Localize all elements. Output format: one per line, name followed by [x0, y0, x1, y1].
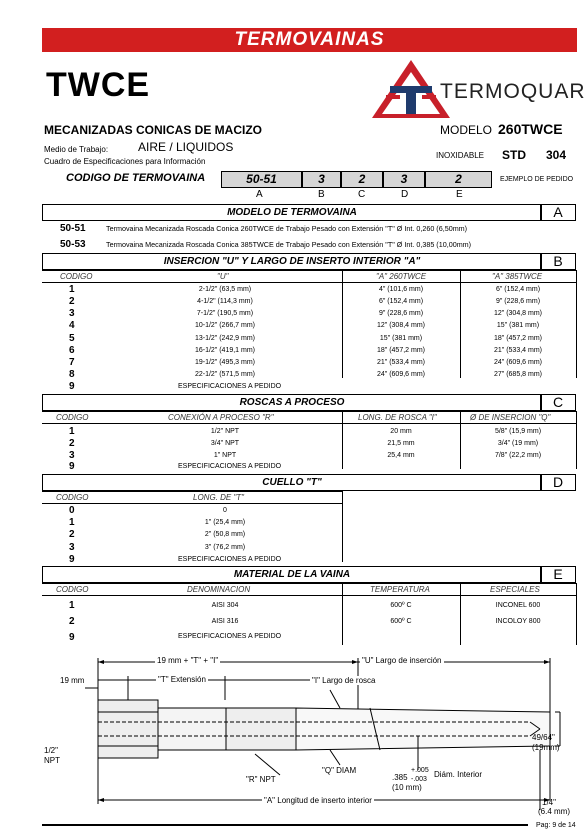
sec-c-code: 3	[69, 450, 75, 461]
sec-b-code: 5	[69, 333, 75, 344]
tip-quarter-label: 1/4"	[542, 798, 556, 807]
dim-a-label: "A" Longitud de inserto interior	[264, 796, 372, 805]
sec-c-h1: CONEXIÓN A PROCESO "R"	[168, 413, 274, 422]
page-banner: TERMOVAINAS	[42, 28, 577, 52]
sec-d-line2	[42, 503, 342, 504]
sec-e-h1: DENOMINACION	[187, 585, 251, 594]
sec-b-line	[42, 270, 577, 271]
sec-c-code: 2	[69, 438, 75, 449]
sec-b-u: 2-1/2" (63,5 mm)	[198, 286, 252, 293]
sec-b-a260: 15" (381 mm)	[379, 335, 423, 342]
section-a-letter: A	[540, 204, 576, 221]
sec-e-code: 2	[69, 616, 75, 627]
sec-b-u: 16-1/2" (419,1 mm)	[194, 347, 256, 354]
section-a-title: MODELO DE TERMOVAINA	[227, 207, 357, 218]
sec-b-u: 22-1/2" (571,5 mm)	[194, 371, 256, 378]
sec-b-h1: "U"	[217, 272, 229, 281]
tip-diam-label: 49/64"	[532, 733, 555, 742]
sec-c-conn: ESPECIFICACIONES A PEDIDO	[178, 463, 282, 470]
sec-b-a385: 9" (228,6 mm)	[495, 298, 541, 305]
sec-d-len: 3" (76,2 mm)	[204, 544, 246, 551]
sec-b-a260: 18" (457,2 mm)	[376, 347, 425, 354]
tip-quarter-mm: (6.4 mm)	[538, 807, 570, 816]
section-e-header	[42, 566, 542, 583]
bore-diam-label: Diám. Interior	[434, 770, 483, 779]
order-code-label: CODIGO DE TERMOVAINA	[66, 172, 206, 184]
sec-e-code: 1	[69, 600, 75, 611]
section-e-title: MATERIAL DE LA VAINA	[233, 569, 351, 580]
sec-b-u: 19-1/2" (495,3 mm)	[194, 359, 256, 366]
sec-b-a385: 21" (533,4 mm)	[493, 347, 542, 354]
sec-d-len: 0	[223, 507, 227, 514]
sec-c-code: 1	[69, 426, 75, 437]
sec-e-temp: 600º C	[390, 618, 412, 625]
sec-e-esp: INCONEL 600	[495, 602, 541, 609]
sec-b-line2	[42, 282, 577, 283]
order-code-d: 3	[383, 171, 425, 188]
npt-label: NPT	[44, 756, 60, 765]
sec-e-h2: TEMPERATURA	[370, 585, 430, 594]
dim-u-label: "U" Largo de inserción	[362, 656, 442, 665]
sec-c-diam: 3/4" (19 mm)	[497, 440, 539, 447]
medio-label: Medio de Trabajo:	[44, 145, 109, 154]
sec-e-mat: AISI 316	[211, 618, 239, 625]
section-d-title: CUELLO "T"	[262, 477, 322, 488]
sec-c-conn: 3/4" NPT	[210, 440, 240, 447]
sec-c-line2	[42, 423, 577, 424]
sec-b-h3: "A" 385TWCE	[492, 272, 543, 281]
sec-d-h0: CODIGO	[56, 493, 89, 502]
bore-tol-plus: +.005	[411, 767, 429, 774]
sec-b-a385: 27" (685,8 mm)	[493, 371, 542, 378]
section-c-letter: C	[540, 394, 576, 411]
sec-b-a385: 15" (381 mm)	[496, 322, 540, 329]
sec-b-a260: 12" (308,4 mm)	[376, 322, 425, 329]
sec-b-code: 3	[69, 308, 75, 319]
sec-e-vline-1	[342, 583, 343, 645]
sec-e-mat: ESPECIFICACIONES A PEDIDO	[178, 633, 282, 640]
sec-d-vline	[342, 491, 343, 562]
sec-d-len: 1" (25,4 mm)	[204, 519, 246, 526]
modelo-label: MODELO	[440, 123, 493, 137]
letter-c: C	[358, 189, 366, 200]
sec-b-u: ESPECIFICACIONES A PEDIDO	[178, 383, 282, 390]
sec-d-code: 1	[69, 517, 75, 528]
sec-e-line2	[42, 595, 577, 596]
sec-b-a260: 4" (101,6 mm)	[378, 286, 424, 293]
sec-d-code: 2	[69, 529, 75, 540]
sec-b-a385: 6" (152,4 mm)	[495, 286, 541, 293]
std-value: 304	[546, 148, 567, 162]
medio-value: AIRE / LIQUIDOS	[138, 140, 234, 154]
inox-label: INOXIDABLE	[436, 151, 485, 160]
sec-c-h0: CODIGO	[56, 413, 89, 422]
sec-c-diam: 5/8" (15,9 mm)	[494, 428, 542, 435]
order-code-e: 2	[425, 171, 492, 188]
order-code-c: 2	[341, 171, 383, 188]
sec-d-code: 3	[69, 542, 75, 553]
sec-b-a260: 6" (152,4 mm)	[378, 298, 424, 305]
sec-b-code: 4	[69, 320, 75, 331]
tip-mm-label: (19mm)	[532, 743, 560, 752]
section-d-letter: D	[540, 474, 576, 491]
sec-d-len: ESPECIFICACIONES A PEDIDO	[178, 556, 282, 563]
sec-e-h0: CODIGO	[56, 585, 89, 594]
sec-b-a385: 24" (609,6 mm)	[493, 359, 542, 366]
sec-b-code: 2	[69, 296, 75, 307]
sec-d-h1: LONG. DE "T"	[193, 493, 245, 502]
std-label: STD	[502, 148, 526, 162]
sec-d-line	[42, 491, 342, 492]
product-title: MECANIZADAS CONICAS DE MACIZO	[44, 123, 262, 137]
sec-b-a385: 18" (457,2 mm)	[493, 335, 542, 342]
sec-c-conn: 1/2" NPT	[210, 428, 240, 435]
section-b-letter: B	[540, 253, 576, 270]
order-code-a: 50-51	[221, 171, 302, 188]
sec-b-a260: 21" (533,4 mm)	[376, 359, 425, 366]
sec-c-len: 21,5 mm	[387, 440, 415, 447]
sec-b-h2: "A" 260TWCE	[376, 272, 427, 281]
sec-e-h3: ESPECIALES	[490, 585, 540, 594]
order-code-b: 3	[302, 171, 341, 188]
bore-385-label: .385	[392, 773, 408, 782]
section-a-header	[42, 204, 542, 221]
sec-c-h2: LONG. DE ROSCA "I"	[358, 413, 437, 422]
sec-e-vline-3	[576, 583, 577, 645]
sec-e-temp: 600º C	[390, 602, 412, 609]
section-c-title: ROSCAS A PROCESO	[239, 397, 345, 408]
bore-tol-minus: -.003	[411, 776, 427, 783]
dim-total-label: 19 mm + "T" + "I"	[157, 656, 219, 665]
sec-b-vline-3	[576, 270, 577, 378]
sec-b-u: 13-1/2" (242,9 mm)	[194, 335, 256, 342]
letter-e: E	[456, 189, 463, 200]
sec-a-text-1: Termovaina Mecanizada Roscada Conica 260TWCE de Trabajo Pesado con Extensión "T" Ø Int. 0,260 (6,50mm)	[106, 224, 468, 233]
section-c-header	[42, 394, 542, 411]
npt-half-label: 1/2"	[44, 746, 58, 755]
thermowell-drawing	[40, 650, 580, 815]
footer-rule	[42, 824, 528, 826]
section-b-title: INSERCION "U" Y LARGO DE INSERTO INTERIOR "A"	[163, 256, 421, 267]
q-diam-label: "Q" DIAM	[322, 766, 357, 775]
product-code: TWCE	[46, 66, 151, 104]
sec-b-u: 4-1/2" (114,3 mm)	[197, 298, 253, 305]
sec-d-len: 2" (50,8 mm)	[204, 531, 246, 538]
sec-b-code: 8	[69, 369, 75, 380]
sec-b-code: 6	[69, 345, 75, 356]
modelo-value: 260TWCE	[498, 121, 563, 137]
sec-b-code: 1	[69, 284, 75, 295]
sec-c-len: 25,4 mm	[387, 452, 415, 459]
brand-name: TERMOQUAR	[440, 80, 586, 103]
cuadro-note: Cuadro de Especificaciones para Información	[44, 157, 206, 166]
sec-b-code: 9	[69, 381, 75, 392]
example-label: EJEMPLO DE PEDIDO	[500, 176, 574, 183]
sec-e-line	[42, 583, 577, 584]
letter-a: A	[256, 189, 263, 200]
sec-b-code: 7	[69, 357, 75, 368]
section-e-letter: E	[540, 566, 576, 583]
r-npt-label: "R" NPT	[246, 775, 276, 784]
dim-i-label: "I" Largo de rosca	[312, 676, 376, 685]
page-number: Pag: 9 de 14	[536, 822, 576, 829]
sec-a-code-2: 50-53	[60, 239, 86, 250]
sec-b-u: 10-1/2" (266,7 mm)	[194, 322, 256, 329]
section-d-header	[42, 474, 542, 491]
sec-b-a385: 12" (304,8 mm)	[493, 310, 542, 317]
dim-t-label: "T" Extensión	[158, 675, 206, 684]
sec-e-mat: AISI 304	[211, 602, 239, 609]
sec-c-diam: 7/8" (22,2 mm)	[494, 452, 542, 459]
sec-c-vline-3	[576, 411, 577, 469]
sec-b-a260: 24" (609,6 mm)	[376, 371, 425, 378]
sec-a-code-1: 50-51	[60, 223, 86, 234]
sec-b-a260: 9" (228,6 mm)	[378, 310, 424, 317]
sec-d-code: 9	[69, 554, 75, 565]
sec-e-vline-2	[460, 583, 461, 645]
dim-19mm-label: 19 mm	[60, 676, 85, 685]
bore-mm-label: (10 mm)	[392, 783, 422, 792]
sec-e-esp: INCOLOY 800	[495, 618, 541, 625]
letter-b: B	[318, 189, 325, 200]
sec-d-code: 0	[69, 505, 75, 516]
section-b-header	[42, 253, 542, 270]
sec-e-code: 9	[69, 632, 75, 643]
letter-d: D	[401, 189, 409, 200]
sec-b-u: 7-1/2" (190,5 mm)	[196, 310, 254, 317]
sec-c-code: 9	[69, 461, 75, 472]
sec-c-len: 20 mm	[390, 428, 412, 435]
sec-a-text-2: Termovaina Mecanizada Roscada Conica 385TWCE de Trabajo Pesado con Extensión "T" Ø Int. 0,385 (10,00mm)	[106, 240, 472, 249]
sec-c-h3: Ø DE INSERCION "Q"	[470, 413, 551, 422]
sec-b-h0: CODIGO	[60, 272, 93, 281]
sec-c-line	[42, 411, 577, 412]
sec-c-conn: 1" NPT	[213, 452, 237, 459]
